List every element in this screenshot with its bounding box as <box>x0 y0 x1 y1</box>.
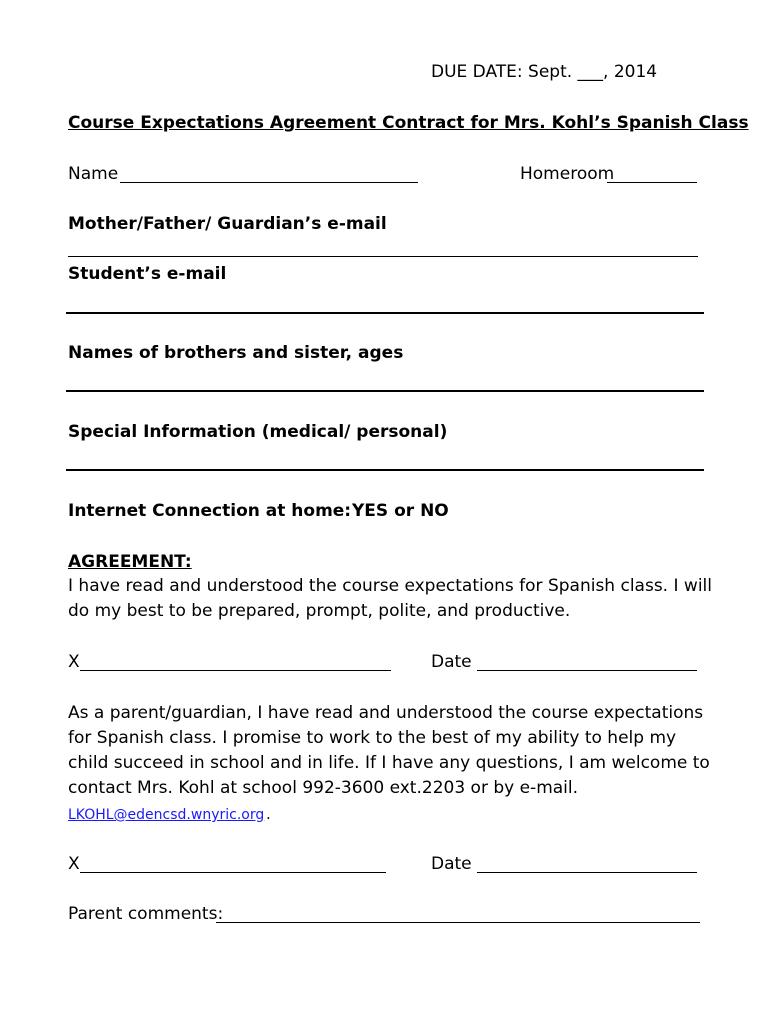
parent-comments-field[interactable] <box>216 922 700 923</box>
student-date-label: Date <box>431 652 472 672</box>
parent-comments-label: Parent comments: <box>68 904 224 924</box>
siblings-label: Names of brothers and sister, ages <box>68 343 404 363</box>
parent-agreement-line-3: child succeed in school and in life. If I have any questions, I am welcome to <box>68 753 710 773</box>
parent-agreement-line-2: for Spanish class. I promise to work to the best of my ability to help my <box>68 728 677 748</box>
parent-signature-x: X <box>68 854 80 874</box>
student-agreement-line-1: I have read and understood the course expectations for Spanish class. I will <box>68 576 712 596</box>
siblings-field[interactable] <box>66 390 704 392</box>
parent-date-label: Date <box>431 854 472 874</box>
student-agreement-line-2: do my best to be prepared, prompt, polite, and productive. <box>68 601 571 621</box>
parent-agreement-text <box>68 701 710 801</box>
parent-date-field[interactable] <box>477 872 697 873</box>
student-signature-field[interactable] <box>80 670 391 671</box>
parent-agreement-line-4: contact Mrs. Kohl at school 992-3600 ext.2203 or by e-mail. <box>68 778 579 798</box>
homeroom-label: Homeroom <box>520 164 615 184</box>
student-email-label: Student’s e-mail <box>68 264 227 284</box>
student-agreement-text <box>68 574 712 624</box>
name-label: Name <box>68 164 119 184</box>
parent-email-label: Mother/Father/ Guardian’s e-mail <box>68 214 387 234</box>
special-info-field[interactable] <box>66 469 704 471</box>
name-field[interactable] <box>120 182 418 183</box>
student-email-field[interactable] <box>66 312 704 314</box>
due-date: DUE DATE: Sept. ___, 2014 <box>431 62 658 82</box>
page-title: Course Expectations Agreement Contract for Mrs. Kohl’s Spanish Class <box>68 113 749 133</box>
agreement-heading: AGREEMENT: <box>68 552 192 572</box>
internet-label: Internet Connection at home: <box>68 501 352 521</box>
parent-signature-field[interactable] <box>80 872 386 873</box>
email-period: . <box>266 805 271 823</box>
homeroom-field[interactable] <box>607 182 697 183</box>
contact-email-link[interactable]: LKOHL@edencsd.wnyric.org <box>68 807 265 823</box>
internet-options[interactable]: YES or NO <box>352 501 449 521</box>
special-info-label: Special Information (medical/ personal) <box>68 422 448 442</box>
parent-email-field[interactable] <box>68 256 698 257</box>
student-date-field[interactable] <box>477 670 697 671</box>
parent-agreement-line-1: As a parent/guardian, I have read and understood the course expectations <box>68 703 704 723</box>
student-signature-x: X <box>68 652 80 672</box>
